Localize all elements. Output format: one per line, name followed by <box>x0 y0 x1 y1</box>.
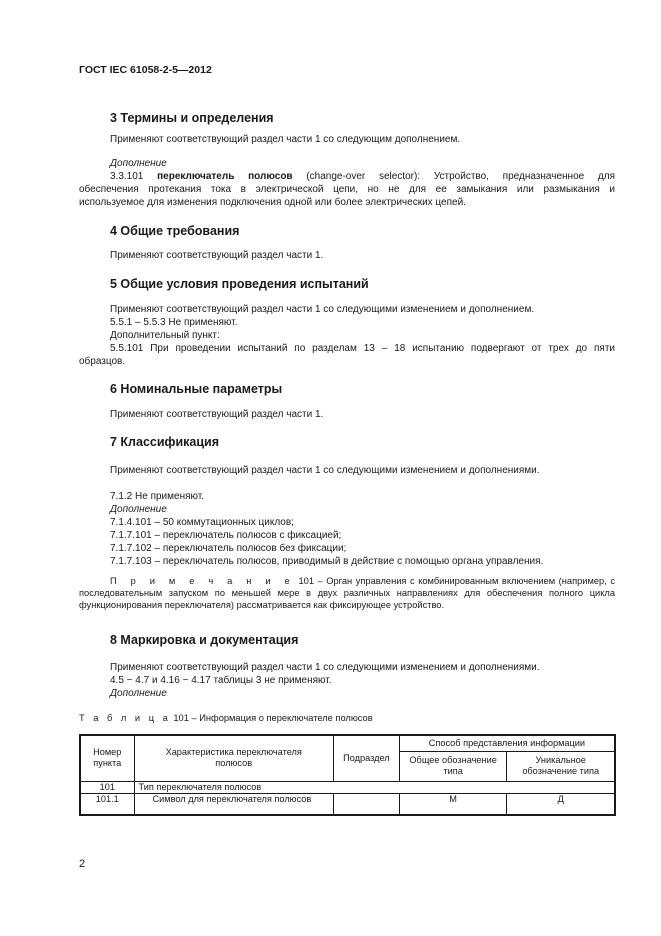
section-5-paragraph-3: Дополнительный пункт: <box>110 330 220 341</box>
section-5-paragraph-2: 5.5.1 – 5.5.3 Не применяют. <box>110 317 238 328</box>
section-7-title: 7 Классификация <box>110 435 220 449</box>
section-5-paragraph-4-line-1: 5.5.101 При проведении испытаний по разделам 13 – 18 испытанию подвергают от трех до пяти <box>110 343 615 354</box>
section-7-paragraph-2: 7.1.2 Не применяют. <box>110 491 205 502</box>
classification-item: 7.1.7.102 – переключатель полюсов без фиксации; <box>110 543 347 554</box>
document-header: ГОСТ IEC 61058-2-5—2012 <box>79 64 212 76</box>
note-label: П р и м е ч а н и е <box>110 576 295 586</box>
section-8-paragraph-1: Применяют соответствующий раздел части 1 со следующими изменением и дополнениями. <box>110 662 540 673</box>
section-4-paragraph: Применяют соответствующий раздел части 1. <box>110 250 324 261</box>
section-5-paragraph-1: Применяют соответствующий раздел части 1 со следующими изменением и дополнением. <box>110 304 535 315</box>
note-text-start: 101 – Орган управления с комбинированным включением (например, с <box>298 576 615 586</box>
table-caption-text: 101 – Информация о переключателе полюсов <box>173 713 373 723</box>
definition-text-start: (change-over selector): Устройство, предназначенное для <box>306 171 616 182</box>
header-info-method: Способ представления информации <box>399 735 615 751</box>
note-line-2: последовательным запуском по меньшей мере в двух различных направлениях для обеспечения полного цикла <box>79 588 615 598</box>
section-5-title: 5 Общие условия проведения испытаний <box>110 277 369 291</box>
definition-term: переключатель полюсов <box>157 171 293 182</box>
section-4-title: 4 Общие требования <box>110 224 240 238</box>
table-row-text: Символ для переключателя полюсов <box>134 793 333 815</box>
definition-line-2: обеспечения протекания тока в электрической цепи, но не для ее замыкания или размыкания и <box>79 184 615 195</box>
table-row-number: 101 <box>80 781 134 793</box>
classification-item: 7.1.7.101 – переключатель полюсов с фиксацией; <box>110 530 342 541</box>
section-6-paragraph: Применяют соответствующий раздел части 1. <box>110 409 324 420</box>
header-unique-type: Уникальное обозначение типа <box>507 751 615 781</box>
header-subsection: Подраздел <box>333 735 399 781</box>
classification-item: 7.1.7.103 – переключатель полюсов, приводимый в действие с помощью органа управления. <box>110 556 544 567</box>
section-5-paragraph-4-line-2: образцов. <box>79 356 126 367</box>
section-7-addition-label: Дополнение <box>110 504 167 515</box>
definition-line-3: используемое для изменения подключения одной или более электрических цепей. <box>79 197 466 208</box>
table-row-unique: Д <box>507 793 615 815</box>
section-3-paragraph: Применяют соответствующий раздел части 1 со следующим дополнением. <box>110 134 461 145</box>
section-3-addition-label: Дополнение <box>110 158 167 169</box>
section-8-title: 8 Маркировка и документация <box>110 633 299 647</box>
header-item-number: Номер пункта <box>80 735 134 781</box>
table-row-general: М <box>399 793 507 815</box>
section-3-title: 3 Термины и определения <box>110 111 274 125</box>
section-8-addition-label: Дополнение <box>110 688 167 699</box>
table-row-number: 101.1 <box>80 793 134 815</box>
header-general-type: Общее обозначение типа <box>399 751 507 781</box>
table-row-text: Тип переключателя полюсов <box>134 781 615 793</box>
page-number: 2 <box>79 858 86 870</box>
section-7-paragraph-1: Применяют соответствующий раздел части 1 со следующими изменением и дополнениями. <box>110 465 540 476</box>
note-line-1 <box>79 575 615 587</box>
table-caption-label: Т а б л и ц а <box>79 713 171 723</box>
switch-info-table <box>79 734 616 816</box>
classification-item: 7.1.4.101 – 50 коммутационных циклов; <box>110 517 294 528</box>
header-characteristic: Характеристика переключателя полюсов <box>134 735 333 781</box>
definition-number: 3.3.101 <box>110 171 144 182</box>
section-8-paragraph-2: 4.5 − 4.7 и 4.16 − 4.17 таблицы 3 не применяют. <box>110 675 332 686</box>
note-line-3: функционирования переключателя) рассматривается как фиксирующее устройство. <box>79 600 445 610</box>
table-row-subsection <box>333 793 399 815</box>
definition-line-1 <box>79 171 615 184</box>
table-caption <box>79 712 373 724</box>
section-6-title: 6 Номинальные параметры <box>110 382 283 396</box>
